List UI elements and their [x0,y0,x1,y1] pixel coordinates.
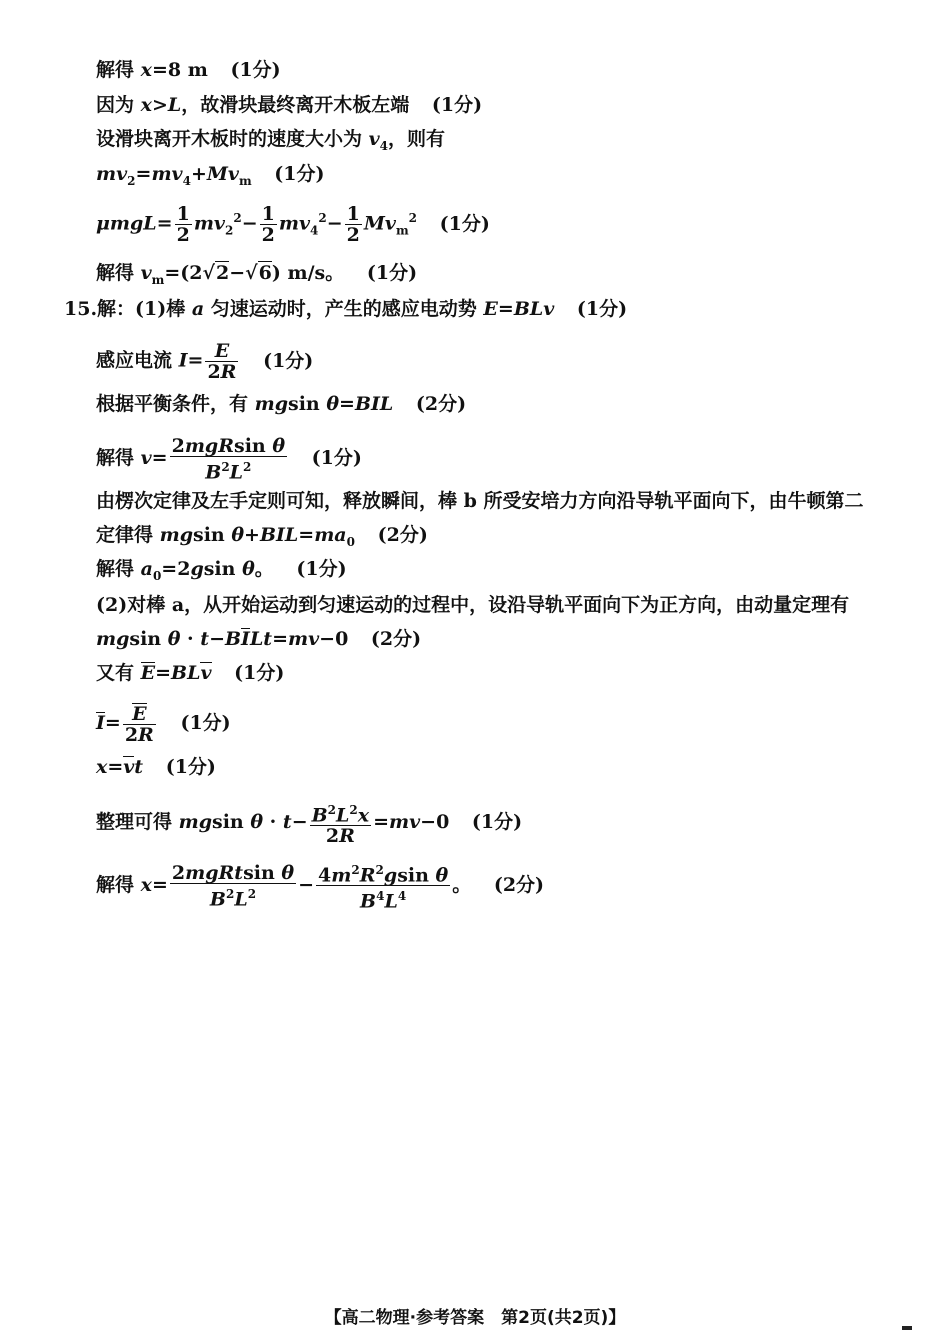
line-energy: μmgL= $\frac{1}{2}$ $mv_2^2-$ $\frac{1}{2}$ $mv_4^2-$ $\frac{1}{2}$ $Mv_m^2$ (1分) [96,203,490,246]
line-leave-left: 因为 x>L，故滑块最终离开木板左端 (1分) [96,94,483,116]
line-part2: (2)对棒 a，从开始运动到匀速运动的过程中，设沿导轨平面向下为正方向，由动量定理有 [96,594,850,616]
line-displacement: x=vt (1分) [96,756,216,778]
corner-mark [902,1326,912,1330]
line-balance: 根据平衡条件，有 mgsin θ=BIL (2分) [96,393,467,415]
line-momentum: $mv_2=mv_4+Mv_m$ (1分) [96,163,325,188]
score: (2分) [377,524,428,546]
line-avg-emf: 又有 E=BLv (1分) [96,662,285,684]
score: (1分) [165,756,216,778]
score: (1分) [274,163,325,185]
line-solve-x: 解得 x=8 m (1分) [96,59,281,81]
score: (1分) [296,558,347,580]
fraction: $\frac{B^2L^2x}{2R}$ [310,800,371,846]
line-x-result: 解得 x= $\frac{\text{2mgRtsin θ}}{B^2L^2}$ − $\frac{4m^2R^2gsin \theta}{B^4L^4}$ 。 (2分) [96,861,545,913]
fraction: $\frac{\text{2mgRtsin θ}}{B^2L^2}$ [171,861,295,910]
line-lenz: 由楞次定律及左手定则可知，释放瞬间，棒 b 所受安培力方向沿导轨平面向下，由牛顿第二 [96,490,864,512]
fraction: $\frac{E}{2R}$ [124,703,154,746]
score: (1分) [431,94,483,116]
score: (1分) [234,662,285,684]
line-impulse: mgsin θ · t−BILt=mv−0 (2分) [96,628,422,650]
fraction: $\frac{1}{2}$ [261,203,275,246]
fraction: $\frac{4m^2R^2gsin \theta}{B^4L^4}$ [316,860,450,912]
line-current: 感应电流 I= $\frac{E}{2R}$ (1分) [96,340,314,383]
score: (1分) [439,212,490,235]
line-avg-current: I= $\frac{E}{2R}$ (1分) [96,703,231,746]
fraction: $\frac{1}{2}$ [176,203,190,246]
line-newton: 定律得 mgsin $\theta+BIL=ma_0$ (2分) [96,524,428,549]
score: (2分) [415,393,467,415]
line-a0-result: 解得 $a_0=2gsin$ θ。 (1分) [96,558,347,583]
score: (1分) [180,712,231,734]
score: (2分) [370,628,422,650]
score: (1分) [366,262,418,284]
line-q15-emf: 15.解：(1)棒 a 匀速运动时，产生的感应电动势 E=BLv (1分) [64,298,628,320]
page-footer: 【高二物理·参考答案 第2页(共2页)】 [324,1308,626,1328]
line-vm-result: 解得 $v_m=(2√2-√6)$ m/s。 (1分) [96,262,418,287]
fraction: $\frac{\text{2mgRsin θ}}{B^2L^2}$ [171,435,286,484]
score: (2分) [493,873,545,896]
score: (1分) [263,349,314,372]
score: (1分) [230,59,281,81]
line-v-result: 解得 v= $\frac{\text{2mgRsin θ}}{B^2L^2}$ (1分) [96,435,362,484]
fraction: $\frac{E}{2R}$ [207,340,237,383]
score: (1分) [311,447,362,470]
line-set-v4: 设滑块离开木板时的速度大小为 $v_4$，则有 [96,128,446,153]
fraction: $\frac{1}{2}$ [346,203,360,246]
line-combine: 整理可得 mgsin θ · t− $\frac{B^2L^2x}{2R}$ =mv−0 (1分) [96,800,522,846]
score: (1分) [471,811,523,834]
score: (1分) [576,298,628,320]
